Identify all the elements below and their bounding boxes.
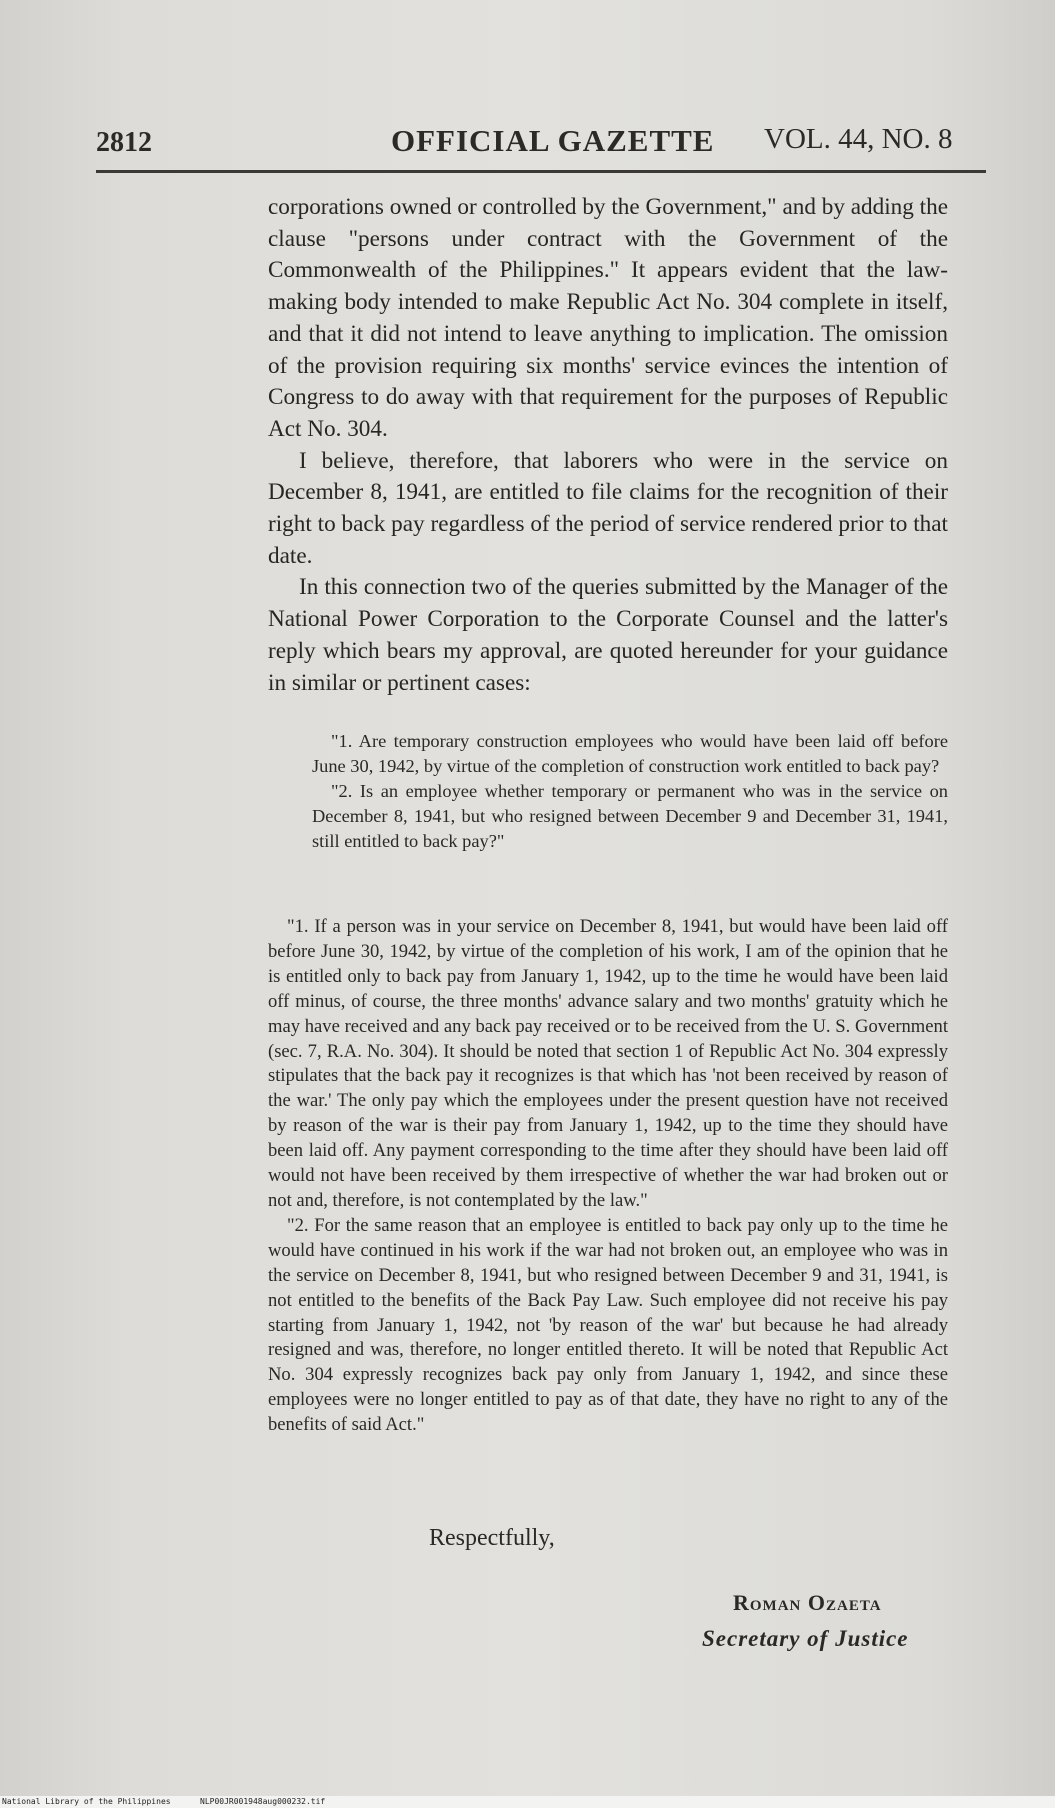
paragraph-1: corporations owned or controlled by the Government," and by adding the clause "persons under contract with the Government of the Commonwealth of the Philippines." It appears evident that the law-making body intended to make Republic Act No. 304 complete in itself, and that it did not intend to leave anything to implication. The omission of the provision requiring six months' service evinces the intention of Congress to do away with that requirement for the purposes of Republic Act No. 304. <box>268 194 948 442</box>
volume-issue: VOL. 44, NO. 8 <box>764 123 953 155</box>
quoted-queries <box>312 729 948 854</box>
reply-1: "1. If a person was in your service on December 8, 1941, but would have been laid off before June 30, 1942, by virtue of the completion of his work, I am of the opinion that he is entitled only to back pay from January 1, 1942, up to the time he would have been laid off minus, of course, the three months' advance salary and two months' gratuity which he may have received and any back pay received or to be received from the U. S. Government (sec. 7, R.A. No. 304). It should be noted that section 1 of Republic Act No. 304 expressly stipulates that the back pay it recognizes is that which has 'not been received by reason of the war.' The only pay which the employees under the present question have not received by reason of the war is their pay from January 1, 1942, up to the time they should have been laid off. Any payment corresponding to the time after they should have been laid off would not have been received by them irrespective of whether the war had broken out or not and, therefore, is not contemplated by the law." <box>268 916 948 1211</box>
publication-title: OFFICIAL GAZETTE <box>391 123 715 158</box>
query-2: "2. Is an employee whether temporary or permanent who was in the service on December 8, 1941, but who resigned between December 9 and December 31, 1941, still entitled to back pay?" <box>312 781 948 851</box>
body-text <box>268 192 948 699</box>
scan-footer <box>0 1796 1055 1808</box>
paragraph-2: I believe, therefore, that laborers who were in the service on December 8, 1941, are entitled to file claims for the recognition of their right to back pay regardless of the period of service rendered prior to that date. <box>268 447 948 569</box>
footer-filename: NLP00JR001948aug000232.tif <box>200 1797 326 1806</box>
footer-source: National Library of the Philippines <box>2 1797 171 1806</box>
paragraph-3: In this connection two of the queries submitted by the Manager of the National Power Corporation to the Corporate Counsel and the latter's reply which bears my approval, are quoted hereunder for your guidance in similar or pertinent cases: <box>268 574 948 696</box>
reply-2: "2. For the same reason that an employee is entitled to back pay only up to the time he would have continued in his work if the war had not broken out, an employee who was in the service on December 8, 1941, but who resigned between December 9 and 31, 1941, is not entitled to the benefits of the Back Pay Law. Such employee did not receive his pay starting from January 1, 1942, not 'by reason of the war' but because he had already resigned and was, therefore, no longer entitled thereto. It will be noted that Republic Act No. 304 expressly recognizes back pay only from January 1, 1942, and since these employees were no longer entitled to pay as of that date, they have no right to any of the benefits of said Act." <box>268 1214 948 1436</box>
query-1: "1. Are temporary construction employees who would have been laid off before June 30, 1942, by virtue of the completion of construction work entitled to back pay? <box>312 731 948 776</box>
page-number: 2812 <box>96 127 152 158</box>
header-rule <box>96 170 986 173</box>
closing-salutation: Respectfully, <box>429 1525 555 1551</box>
page-header <box>96 119 986 163</box>
signer-title: Secretary of Justice <box>702 1626 909 1651</box>
quoted-reply <box>268 915 948 1438</box>
signer-name: Roman Ozaeta <box>733 1590 882 1615</box>
